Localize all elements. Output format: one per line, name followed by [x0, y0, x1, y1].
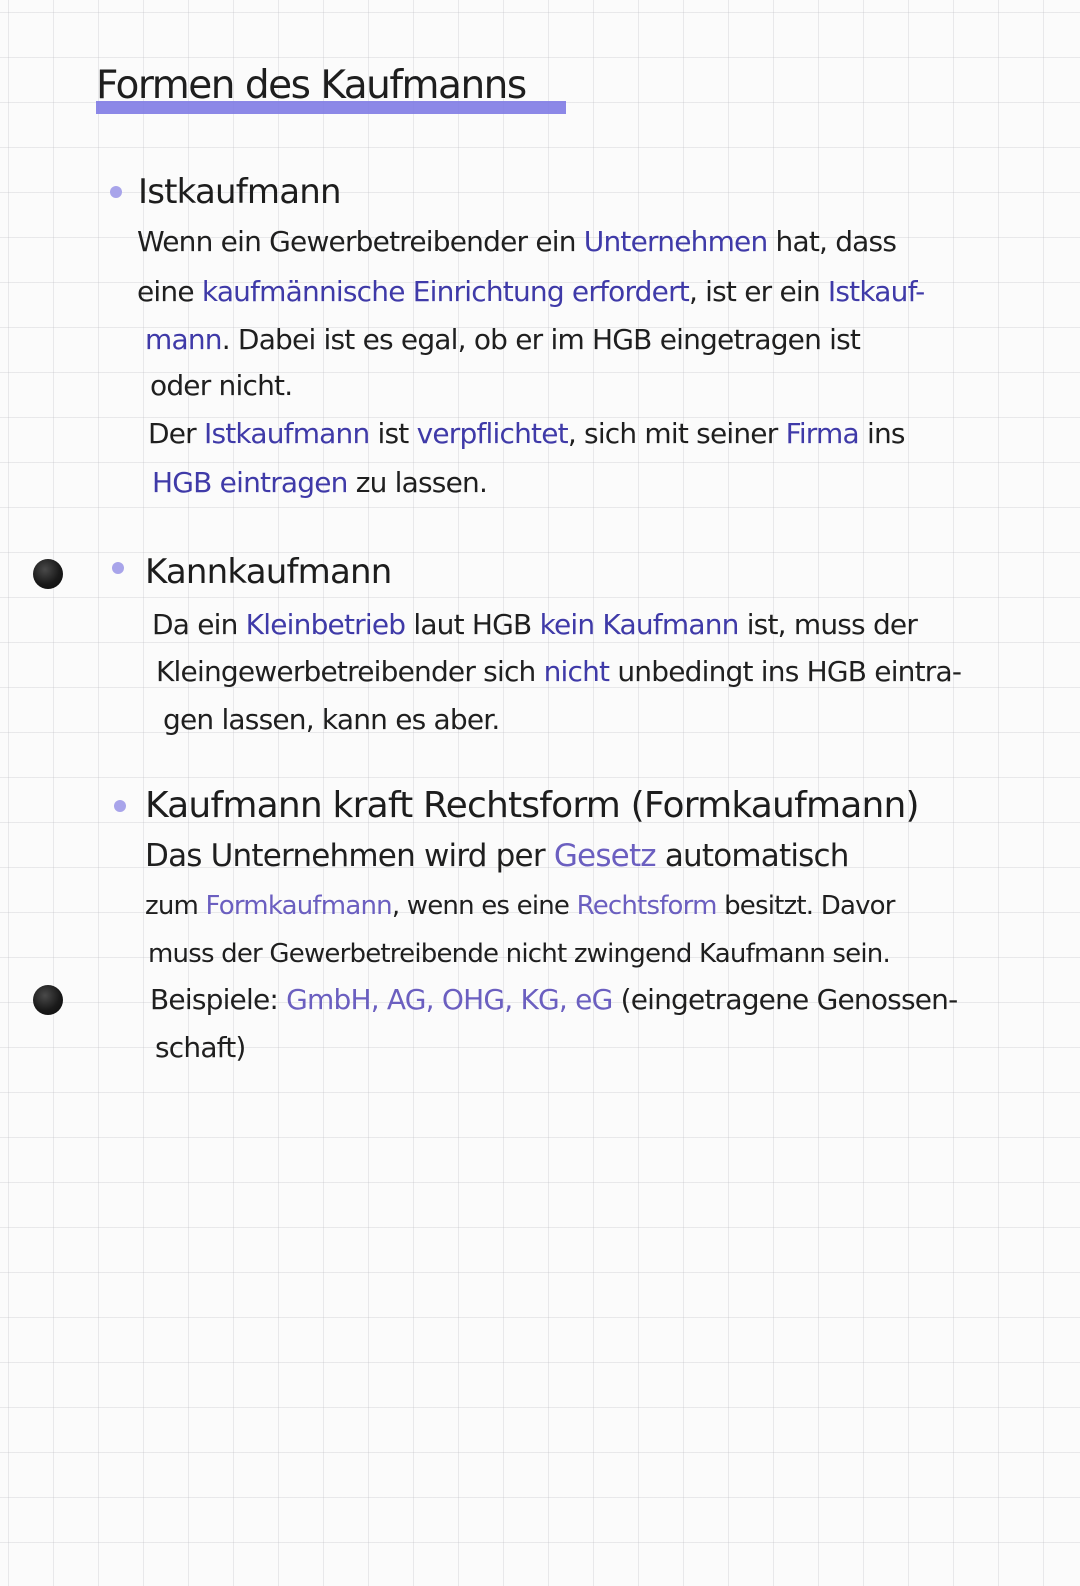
heading-kannkaufmann: Kannkaufmann: [145, 552, 392, 592]
bullet-kannkaufmann: [112, 562, 124, 574]
kannkaufmann-line-1: Da ein Kleinbetrieb laut HGB kein Kaufmann ist, muss der: [152, 608, 918, 641]
punch-hole-top: [33, 559, 63, 589]
istkaufmann-line-3: mann. Dabei ist es egal, ob er im HGB eingetragen ist: [145, 323, 861, 356]
heading-istkaufmann: Istkaufmann: [138, 172, 341, 212]
istkaufmann-line-5: Der Istkaufmann ist verpflichtet, sich mit seiner Firma ins: [148, 417, 905, 450]
title-block: [96, 58, 526, 114]
istkaufmann-line-6: HGB eintragen zu lassen.: [152, 466, 488, 499]
formkaufmann-line-2: zum Formkaufmann, wenn es eine Rechtsform besitzt. Davor: [145, 891, 895, 921]
kannkaufmann-line-2: Kleingewerbetreibender sich nicht unbedingt ins HGB eintra-: [156, 655, 962, 688]
formkaufmann-line-4: Beispiele: GmbH, AG, OHG, KG, eG (eingetragene Genossen-: [150, 983, 958, 1016]
formkaufmann-line-3: muss der Gewerbetreibende nicht zwingend Kaufmann sein.: [148, 939, 890, 969]
punch-hole-bottom: [33, 985, 63, 1015]
heading-formkaufmann: Kaufmann kraft Rechtsform (Formkaufmann): [145, 785, 919, 826]
bullet-istkaufmann: [110, 186, 122, 198]
istkaufmann-line-2: eine kaufmännische Einrichtung erfordert, ist er ein Istkauf-: [137, 275, 925, 308]
bullet-formkaufmann: [114, 800, 126, 812]
istkaufmann-line-1: Wenn ein Gewerbetreibender ein Unternehmen hat, dass: [137, 225, 897, 258]
formkaufmann-line-1: Das Unternehmen wird per Gesetz automatisch: [145, 838, 849, 874]
istkaufmann-line-4: oder nicht.: [150, 369, 293, 402]
page-title: Formen des Kaufmanns: [96, 63, 526, 108]
kannkaufmann-line-3: gen lassen, kann es aber.: [163, 703, 500, 736]
formkaufmann-line-5: schaft): [155, 1031, 246, 1064]
